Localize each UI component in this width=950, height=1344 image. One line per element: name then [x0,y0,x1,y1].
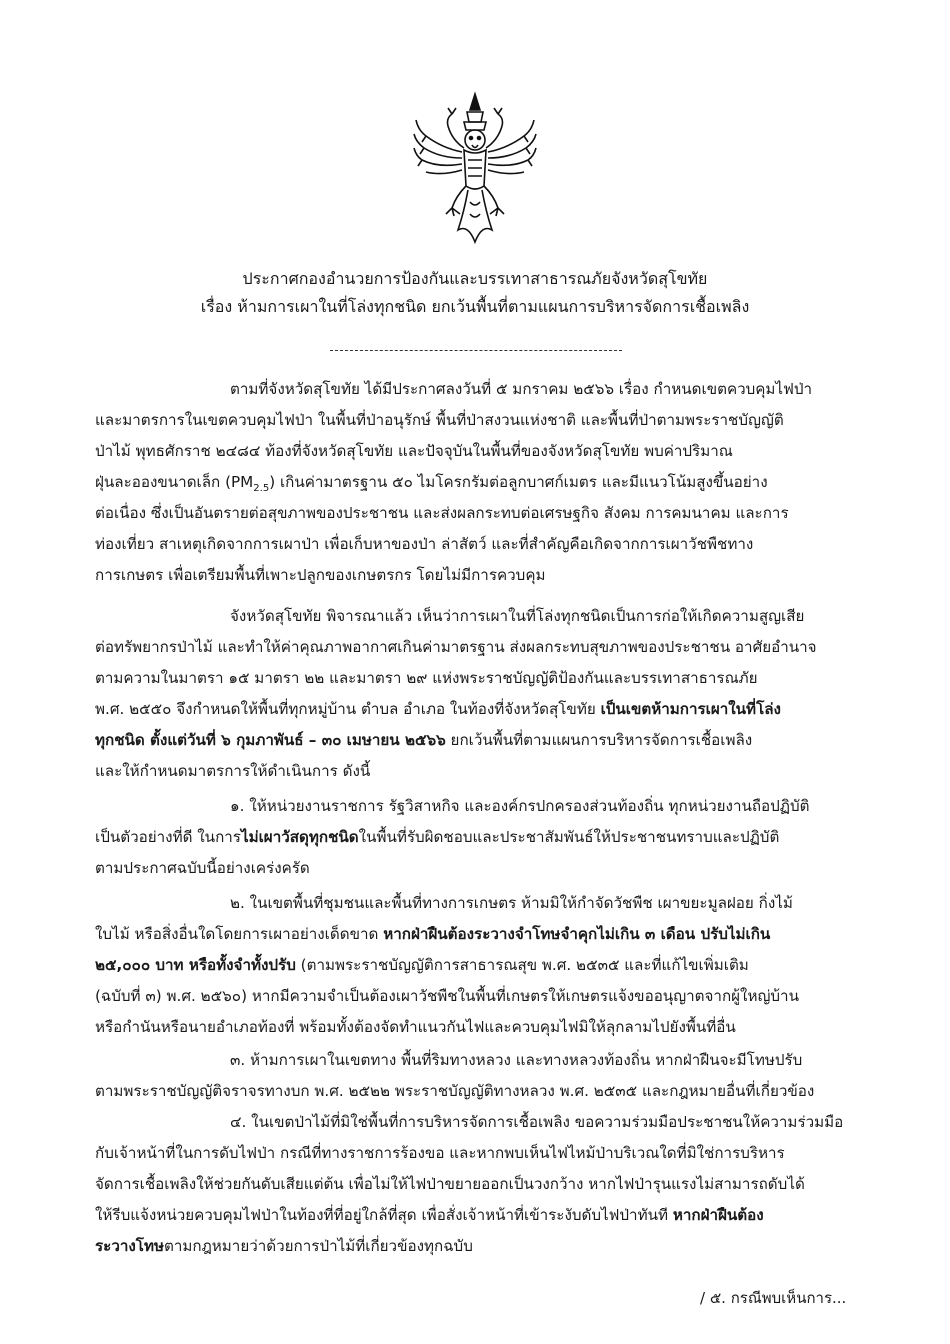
item4-line-5-bold: ระวางโทษ [95,1237,164,1255]
announcement-subject: เรื่อง ห้ามการเผาในที่โล่งทุกชนิด ยกเว้นพื้นที่ตามแผนการบริหารจัดการเชื้อเพลิง [200,297,750,316]
item4-line-4-a: ให้รีบแจ้งหน่วยควบคุมไฟป่าในท้องที่ที่อยู่ใกล้ที่สุด เพื่อสั่งเจ้าหน้าที่เข้าระงับดับไฟป่าทันที [95,1206,673,1224]
item2-line-1: ๒. ในเขตพื้นที่ชุมชนและพื้นที่ทางการเกษตร ห้ามมิให้กำจัดวัชพืช เผาขยะมูลฝอย กิ่งไม้ [230,894,793,912]
p1-line-2: และมาตรการในเขตควบคุมไฟป่า ในพื้นที่ป่าอนุรักษ์ พื้นที่ป่าสงวนแห่งชาติ และพื้นที่ป่าตามพระราชบัญญัติ [95,411,784,429]
p2-line-5-bold: ทุกชนิด ตั้งแต่วันที่ ๖ กุมภาพันธ์ – ๓๐ เมษายน ๒๕๖๖ [95,731,446,749]
item4-line-5-b: ตามกฎหมายว่าด้วยการป่าไม้ที่เกี่ยวข้องทุกฉบับ [163,1237,473,1255]
item4-line-3: จัดการเชื้อเพลิงให้ช่วยกันดับเสียแต่ต้น เพื่อไม่ให้ไฟป่าขยายออกเป็นวงกว้าง หากไฟป่ารุนแรงไม่สามารถดับได้ [95,1175,805,1193]
item4-line-4 [95,1204,764,1226]
item1-line-2-a: เป็นตัวอย่างที่ดี ในการ [95,828,241,846]
p1-line-4-b: ) เกินค่ามาตรฐาน ๕๐ ไมโครกรัมต่อลูกบาศก์เมตร และมีแนวโน้มสูงขึ้นอย่าง [269,473,768,491]
p2-line-1: จังหวัดสุโขทัย พิจารณาแล้ว เห็นว่าการเผาในที่โล่งทุกชนิดเป็นการก่อให้เกิดความสูญเสีย [230,607,805,625]
p1-line-7: การเกษตร เพื่อเตรียมพื้นที่เพาะปลูกของเกษตรกร โดยไม่มีการควบคุม [95,566,546,584]
item3-line-1: ๓. ห้ามการเผาในเขตทาง พื้นที่ริมทางหลวง และทางหลวงท้องถิ่น หากฝ่าฝืนจะมีโทษปรับ [230,1051,803,1069]
p2-line-4-bold: เป็นเขตห้ามการเผาในที่โล่ง [600,700,781,718]
p1-line-1: ตามที่จังหวัดสุโขทัย ได้มีประกาศลงวันที่ ๕ มกราคม ๒๕๖๖ เรื่อง กำหนดเขตควบคุมไฟป่า [230,380,812,398]
item2-line-3-b: (ตามพระราชบัญญัติการสาธารณสุข พ.ศ. ๒๕๓๕ และที่แก้ไขเพิ่มเติม [295,956,749,974]
item1-line-1: ๑. ให้หน่วยงานราชการ รัฐวิสาหกิจ และองค์กรปกครองส่วนท้องถิ่น ทุกหน่วยงานถือปฏิบัติ [230,797,810,815]
p2-line-6: และให้กำหนดมาตรการให้ดำเนินการ ดังนี้ [95,762,371,780]
p1-line-6: ท่องเที่ยว สาเหตุเกิดจากการเผาป่า เพื่อเก็บหาของป่า ล่าสัตว์ และที่สำคัญคือเกิดจากการเผาวัชพืชทาง [95,535,754,553]
item2-line-3-bold: ๒๕,๐๐๐ บาท หรือทั้งจำทั้งปรับ [95,956,296,974]
item2-line-2 [95,923,770,945]
item4-line-2: กับเจ้าหน้าที่ในการดับไฟป่า กรณีที่ทางราชการร้องขอ และหากพบเห็นไฟไหม้ป่าบริเวณใดที่มิใช่การบริหาร [95,1144,785,1162]
item4-line-4-bold: หากฝ่าฝืนต้อง [672,1206,764,1224]
item1-line-2 [95,826,779,848]
continued-note: / ๕. กรณีพบเห็นการ... [700,1289,847,1307]
item2-line-2-a: ใบไม้ หรือสิ่งอื่นใดโดยการเผาอย่างเด็ดขาด [95,925,384,943]
item4-line-5 [95,1235,473,1257]
item1-line-2-c: ในพื้นที่รับผิดชอบและประชาสัมพันธ์ให้ประชาชนทราบและปฏิบัติ [358,828,780,846]
divider [330,350,622,351]
item2-line-3 [95,954,749,976]
item2-line-4: (ฉบับที่ ๓) พ.ศ. ๒๕๖๐) หากมีความจำเป็นต้องเผาวัชพืชในพื้นที่เกษตรให้เกษตรแจ้งขออนุญาตจากผู้ใหญ่บ้าน [95,987,799,1005]
item1-line-3: ตามประกาศฉบับนี้อย่างเคร่งครัด [95,859,310,877]
item1-line-2-bold: ไม่เผาวัสดุทุกชนิด [240,828,359,846]
p2-line-2: ต่อทรัพยากรป่าไม้ และทำให้ค่าคุณภาพอากาศเกินค่ามาตรฐาน ส่งผลกระทบสุขภาพของประชาชน อาศัยอำนาจ [95,638,817,656]
p2-line-4-a: พ.ศ. ๒๕๕๐ จึงกำหนดให้พื้นที่ทุกหมู่บ้าน ตำบล อำเภอ ในท้องที่จังหวัดสุโขทัย [95,700,601,718]
garuda-emblem-icon [412,90,538,250]
p2-line-4 [95,698,781,720]
item2-line-2-bold: หากฝ่าฝืนต้องระวางจำโทษจำคุกไม่เกิน ๓ เดือน ปรับไม่เกิน [383,925,771,943]
p2-line-5-b: ยกเว้นพื้นที่ตามแผนการบริหารจัดการเชื้อเพลิง [445,731,753,749]
item4-line-1: ๔. ในเขตป่าไม้ที่มิใช่พื้นที่การบริหารจัดการเชื้อเพลิง ขอความร่วมมือประชาชนให้ความร่วมมือ [230,1113,844,1131]
p1-line-4 [95,471,768,500]
p1-line-5: ต่อเนื่อง ซึ่งเป็นอันตรายต่อสุขภาพของประชาชน และส่งผลกระทบต่อเศรษฐกิจ สังคม การคมนาคม และการ [95,504,789,522]
announcement-title: ประกาศกองอำนวยการป้องกันและบรรเทาสาธารณภัยจังหวัดสุโขทัย [242,269,708,288]
p1-line-4-a: ฝุ่นละอองขนาดเล็ก (PM [95,473,254,491]
item3-line-2: ตามพระราชบัญญัติจราจรทางบก พ.ศ. ๒๕๒๒ พระราชบัญญัติทางหลวง พ.ศ. ๒๕๓๕ และกฎหมายอื่นที่เกี่ยวข้อง [95,1082,815,1100]
item2-line-5: หรือกำนันหรือนายอำเภอท้องที่ พร้อมทั้งต้องจัดทำแนวกันไฟและควบคุมไฟมิให้ลุกลามไปยังพื้นที่อื่น [95,1018,736,1036]
p2-line-3: ตามความในมาตรา ๑๕ มาตรา ๒๒ และมาตรา ๒๙ แห่งพระราชบัญญัติป้องกันและบรรเทาสาธารณภัย [95,669,758,687]
p1-line-3: ป่าไม้ พุทธศักราช ๒๔๘๔ ท้องที่จังหวัดสุโขทัย และปัจจุบันในพื้นที่ของจังหวัดสุโขทัย พบค่าปริมาณ [95,442,733,460]
p2-line-5 [95,729,752,751]
pm-subscript: 2.5 [253,483,270,495]
